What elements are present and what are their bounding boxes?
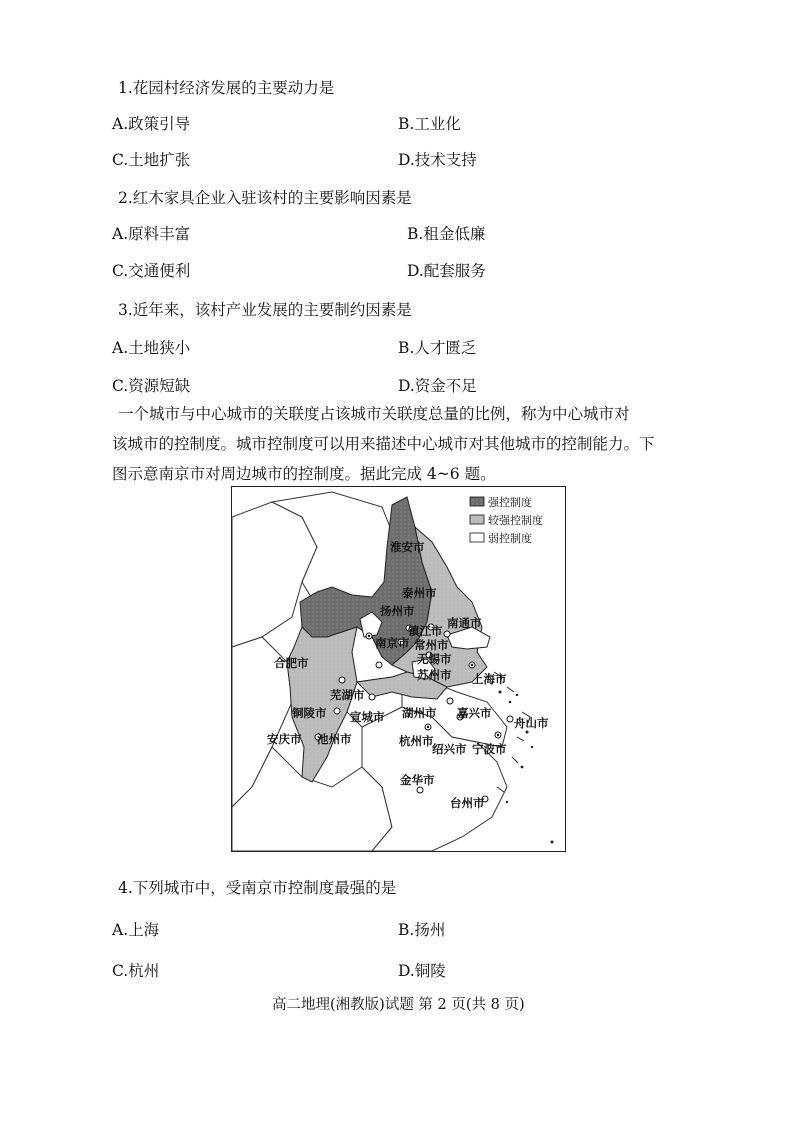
legend-swatch-weak xyxy=(470,533,484,542)
intro-line-1: 一个城市与中心城市的关联度占该城市关联度总量的比例，称为中心城市对 xyxy=(118,405,630,423)
question-2-option-c: C.交通便利 xyxy=(112,262,191,280)
question-4-option-d: D.铜陵 xyxy=(398,962,446,980)
city-tongling: 铜陵市 xyxy=(292,706,327,720)
control-degree-map xyxy=(231,486,566,852)
intro-line-3: 图示意南京市对周边城市的控制度。据此完成 4~6 题。 xyxy=(112,465,496,483)
question-2-option-d: D.配套服务 xyxy=(407,262,486,280)
city-chizhou: 池州市 xyxy=(317,732,352,746)
question-3-option-b: B.人才匮乏 xyxy=(398,339,477,357)
question-4-option-a: A.上海 xyxy=(112,921,160,939)
city-wuhu: 芜湖市 xyxy=(330,688,365,702)
city-yangzhou: 扬州市 xyxy=(380,604,415,618)
map-legend xyxy=(470,495,543,545)
city-anqing: 安庆市 xyxy=(267,732,302,746)
question-3-option-a: A.土地狭小 xyxy=(112,339,191,357)
city-jiaxing: 嘉兴市 xyxy=(457,706,492,720)
question-2-stem: 2.红木家具企业入驻该村的主要影响因素是 xyxy=(118,189,412,207)
question-2-option-a: A.原料丰富 xyxy=(112,225,191,243)
question-1-option-a: A.政策引导 xyxy=(112,115,191,133)
city-wuxi: 无锡市 xyxy=(417,652,452,666)
city-shaoxing: 绍兴市 xyxy=(432,742,467,756)
legend-medium-label: 较强控制度 xyxy=(488,514,543,527)
city-suzhou: 苏州市 xyxy=(417,668,452,682)
city-zhoushan: 舟山市 xyxy=(514,716,549,730)
map-svg xyxy=(232,487,565,851)
region-medium-west xyxy=(287,627,357,782)
city-hangzhou: 杭州市 xyxy=(399,734,434,748)
city-zhenjiang: 镇江市 xyxy=(408,624,443,638)
intro-paragraph xyxy=(112,399,672,489)
question-1-option-b: B.工业化 xyxy=(398,115,461,133)
city-huaian: 淮安市 xyxy=(390,540,425,554)
city-shanghai: 上海市 xyxy=(472,672,507,686)
question-1-option-c: C.土地扩张 xyxy=(112,151,191,169)
city-nanjing: 南京市 xyxy=(375,636,410,650)
city-huzhou: 湖州市 xyxy=(402,706,437,720)
legend-swatch-medium xyxy=(470,515,484,524)
question-4-option-c: C.杭州 xyxy=(112,962,160,980)
question-1-stem: 1.花园村经济发展的主要动力是 xyxy=(118,79,335,97)
intro-line-2: 该城市的控制度。城市控制度可以用来描述中心城市对其他城市的控制能力。下 xyxy=(112,435,655,453)
question-3-option-c: C.资源短缺 xyxy=(112,377,191,395)
page-footer: 高二地理(湘教版)试题 第 2 页(共 8 页) xyxy=(272,997,525,1013)
legend-strong-label: 强控制度 xyxy=(488,496,532,509)
city-changzhou: 常州市 xyxy=(414,638,449,652)
city-nantong: 南通市 xyxy=(447,616,482,630)
legend-swatch-strong xyxy=(470,497,484,506)
city-hefei: 合肥市 xyxy=(274,656,309,670)
city-ningbo: 宁波市 xyxy=(472,742,507,756)
city-taizhou-js: 泰州市 xyxy=(402,586,437,600)
question-2-option-b: B.租金低廉 xyxy=(407,225,486,243)
question-4-option-b: B.扬州 xyxy=(398,921,446,939)
question-4-stem: 4.下列城市中，受南京市控制度最强的是 xyxy=(118,879,397,897)
question-3-stem: 3.近年来，该村产业发展的主要制约因素是 xyxy=(118,301,412,319)
legend-weak-label: 弱控制度 xyxy=(488,532,532,545)
city-jinhua: 金华市 xyxy=(400,773,435,787)
city-xuancheng: 宣城市 xyxy=(350,710,385,724)
city-taizhou-zj: 台州市 xyxy=(450,796,485,810)
question-1-option-d: D.技术支持 xyxy=(398,151,477,169)
question-3-option-d: D.资金不足 xyxy=(398,377,477,395)
